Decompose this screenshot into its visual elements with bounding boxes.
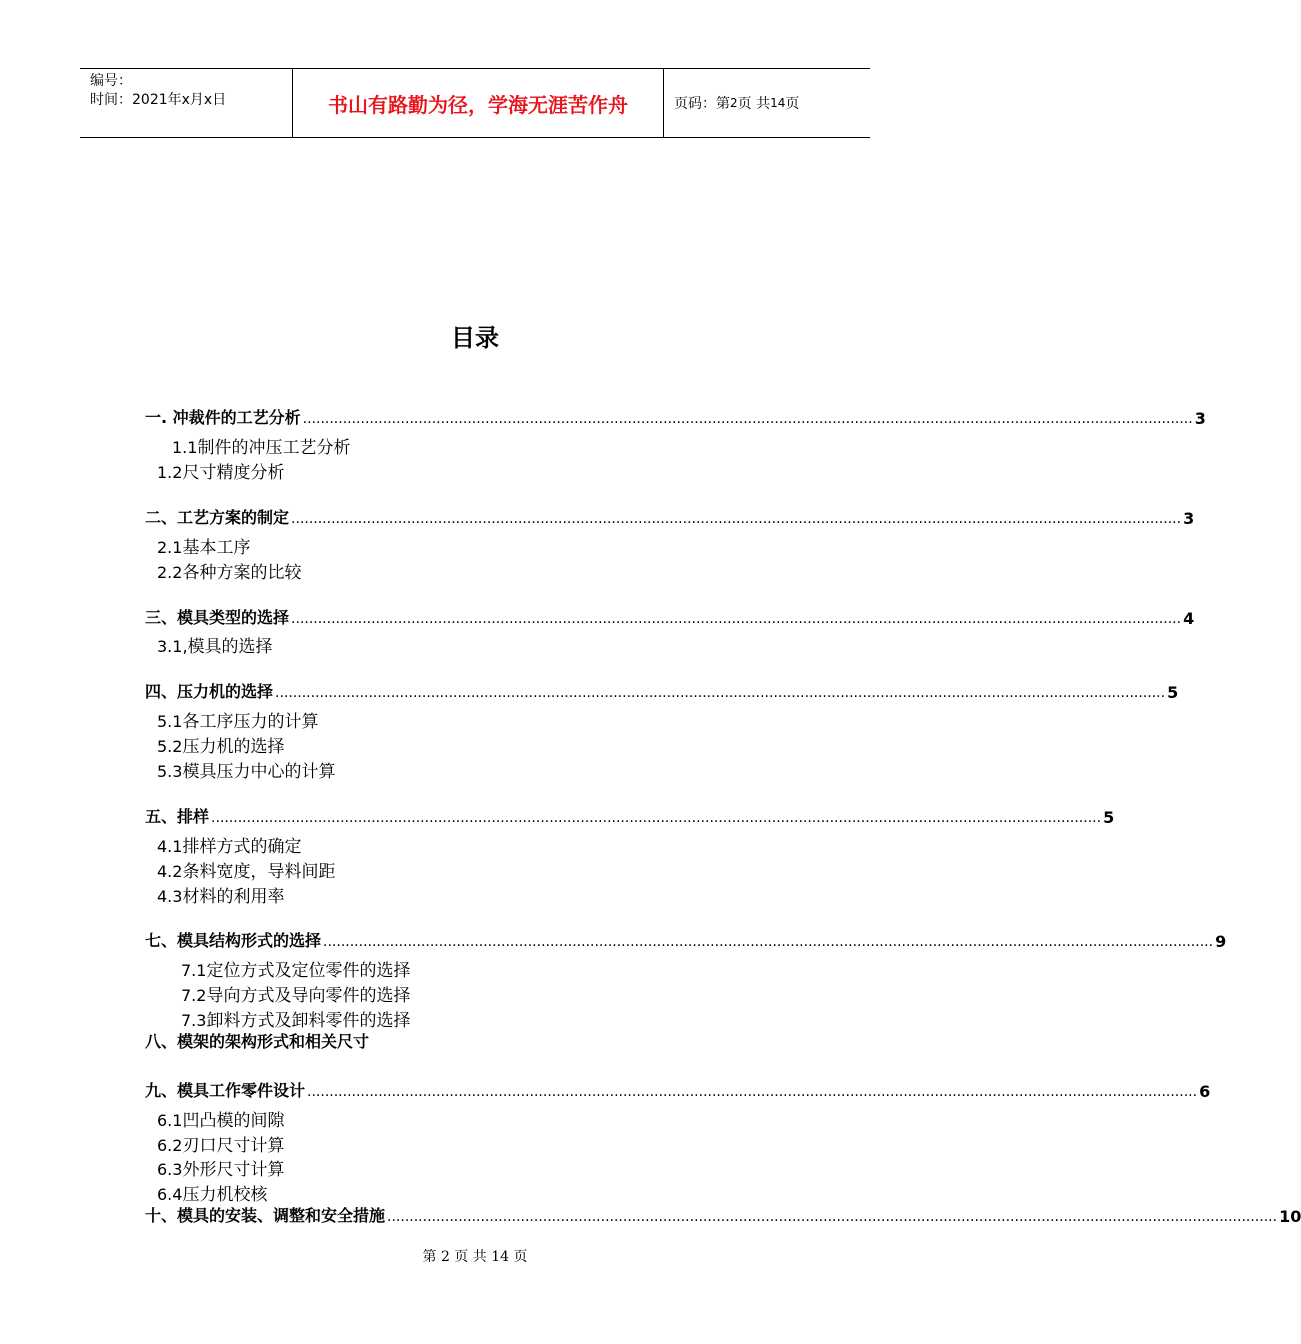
leader-dots: ........................................................................................................................................................................................................	[387, 1209, 1278, 1225]
toc-entry-4[interactable]	[145, 680, 1179, 702]
toc-subentry[interactable]	[157, 707, 318, 732]
page-total: 14	[770, 96, 786, 110]
toc-subentry[interactable]	[181, 1006, 410, 1031]
date-label: 时间：2021年x月x日	[90, 92, 227, 108]
subentry-text: 凹凸模的间隙	[182, 1111, 285, 1131]
toc-entry-page: 5	[1167, 683, 1179, 702]
toc-subentry[interactable]	[181, 956, 410, 981]
toc-entry-title: 二、工艺方案的制定	[145, 508, 290, 527]
subentry-text: 压力机的选择	[182, 737, 285, 757]
toc-subentry[interactable]	[157, 1131, 284, 1156]
toc-entry-title: 三、模具类型的选择	[145, 608, 290, 627]
toc-entry-2[interactable]	[145, 506, 1195, 528]
subentry-text: 条料宽度，导料间距	[182, 862, 336, 882]
toc-entry-page: 5	[1103, 808, 1115, 827]
subentry-number: 2.1	[157, 538, 183, 557]
toc-entry-title: 一. 冲裁件的工艺分析	[145, 408, 301, 427]
toc-subentry[interactable]	[157, 882, 284, 907]
toc-entry-title: 十、模具的安装、调整和安全措施	[145, 1206, 386, 1225]
toc-entry-page: 3	[1194, 409, 1206, 428]
toc-entry-title: 五、排样	[145, 807, 210, 826]
page-mid: 页 共	[737, 96, 771, 112]
page-header	[80, 68, 870, 138]
subentry-number: 5.1	[157, 712, 183, 731]
page-suffix: 页	[785, 96, 800, 112]
subentry-number: 1.2	[157, 463, 183, 482]
subentry-number: 4.3	[157, 887, 183, 906]
subentry-number: 7.1	[181, 961, 207, 980]
toc-subentry[interactable]	[181, 981, 410, 1006]
subentry-number: 1.1	[172, 438, 198, 457]
toc-subentry[interactable]	[157, 558, 301, 583]
subentry-text: 刃口尺寸计算	[182, 1136, 285, 1156]
subentry-text: 定位方式及定位零件的选择	[206, 961, 411, 981]
subentry-text: 压力机校核	[182, 1185, 268, 1205]
toc-entry-10[interactable]	[145, 1204, 1301, 1226]
page-number: 2	[730, 96, 738, 110]
subentry-number: 3.1,	[157, 637, 188, 656]
leader-dots: ........................................................................................................................................................................................................	[323, 934, 1214, 950]
toc-subentry[interactable]	[157, 1106, 284, 1131]
leader-dots: ........................................................................................................................................................................................................	[291, 611, 1182, 627]
toc-entry-page: 9	[1215, 932, 1227, 951]
subentry-text: 基本工序	[182, 538, 251, 558]
subentry-text: 材料的利用率	[182, 887, 285, 907]
subentry-number: 4.2	[157, 862, 183, 881]
toc-subentry[interactable]	[157, 757, 335, 782]
toc-entry-7[interactable]	[145, 929, 1227, 951]
subentry-text: 各种方案的比较	[182, 563, 302, 583]
subentry-number: 6.4	[157, 1185, 183, 1204]
subentry-text: 导向方式及导向零件的选择	[206, 986, 411, 1006]
toc-subentry[interactable]	[157, 632, 273, 657]
toc-subentry[interactable]	[157, 1155, 284, 1180]
subentry-number: 2.2	[157, 563, 183, 582]
header-page-info	[664, 69, 870, 137]
toc-entry-page: 3	[1183, 509, 1195, 528]
subentry-number: 4.1	[157, 837, 183, 856]
subentry-number: 6.1	[157, 1111, 183, 1130]
toc-entry-page: 6	[1199, 1082, 1211, 1101]
subentry-text: 制件的冲压工艺分析	[197, 438, 351, 458]
subentry-text: 排样方式的确定	[182, 837, 302, 857]
subentry-number: 7.2	[181, 986, 207, 1005]
page-footer: 第 2 页 共 14 页	[422, 1249, 528, 1265]
toc-entry-title: 八、模架的架构形式和相关尺寸	[145, 1032, 370, 1051]
subentry-text: 尺寸精度分析	[182, 463, 285, 483]
subentry-number: 6.3	[157, 1160, 183, 1179]
header-meta	[80, 69, 293, 137]
toc-subentry[interactable]	[157, 1180, 267, 1205]
subentry-text: 外形尺寸计算	[182, 1160, 285, 1180]
code-label: 编号：	[90, 73, 132, 89]
header-motto: 书山有路勤为径，学海无涯苦作舟	[293, 69, 664, 137]
subentry-number: 7.3	[181, 1011, 207, 1030]
toc-entry-title: 七、模具结构形式的选择	[145, 931, 322, 950]
subentry-number: 5.3	[157, 762, 183, 781]
toc-subentry[interactable]	[157, 732, 284, 757]
toc-subentry[interactable]	[157, 857, 335, 882]
toc-entry-9[interactable]	[145, 1079, 1211, 1101]
toc-entry-8[interactable]	[145, 1030, 742, 1052]
toc-subentry[interactable]	[172, 433, 350, 458]
toc-subentry[interactable]	[157, 533, 250, 558]
toc-subentry[interactable]	[157, 832, 301, 857]
toc-entry-title: 九、模具工作零件设计	[145, 1081, 306, 1100]
toc-entry-title: 四、压力机的选择	[145, 682, 274, 701]
subentry-number: 5.2	[157, 737, 183, 756]
leader-dots: ........................................................................................................................................................................................................	[307, 1084, 1198, 1100]
leader-dots: ........................................................................................................................................................................................................	[302, 411, 1193, 427]
leader-dots: ........................................................................................................................................................................................................	[211, 810, 1102, 826]
toc-title: 目录	[451, 324, 499, 352]
toc-entry-1[interactable]	[145, 406, 1206, 428]
subentry-number: 6.2	[157, 1136, 183, 1155]
toc-subentry[interactable]	[157, 458, 284, 483]
toc-entry-5[interactable]	[145, 805, 1115, 827]
toc-entry-page: 10	[1279, 1207, 1301, 1226]
leader-dots: ........................................................................................................................................................................................................	[291, 511, 1182, 527]
toc-entry-page: 4	[1183, 609, 1195, 628]
subentry-text: 模具的选择	[187, 637, 273, 657]
subentry-text: 卸料方式及卸料零件的选择	[206, 1011, 411, 1031]
leader-dots: ........................................................................................................................................................................................................	[275, 685, 1166, 701]
page-prefix: 页码：第	[674, 96, 730, 112]
subentry-text: 模具压力中心的计算	[182, 762, 336, 782]
toc-entry-3[interactable]	[145, 606, 1195, 628]
subentry-text: 各工序压力的计算	[182, 712, 319, 732]
